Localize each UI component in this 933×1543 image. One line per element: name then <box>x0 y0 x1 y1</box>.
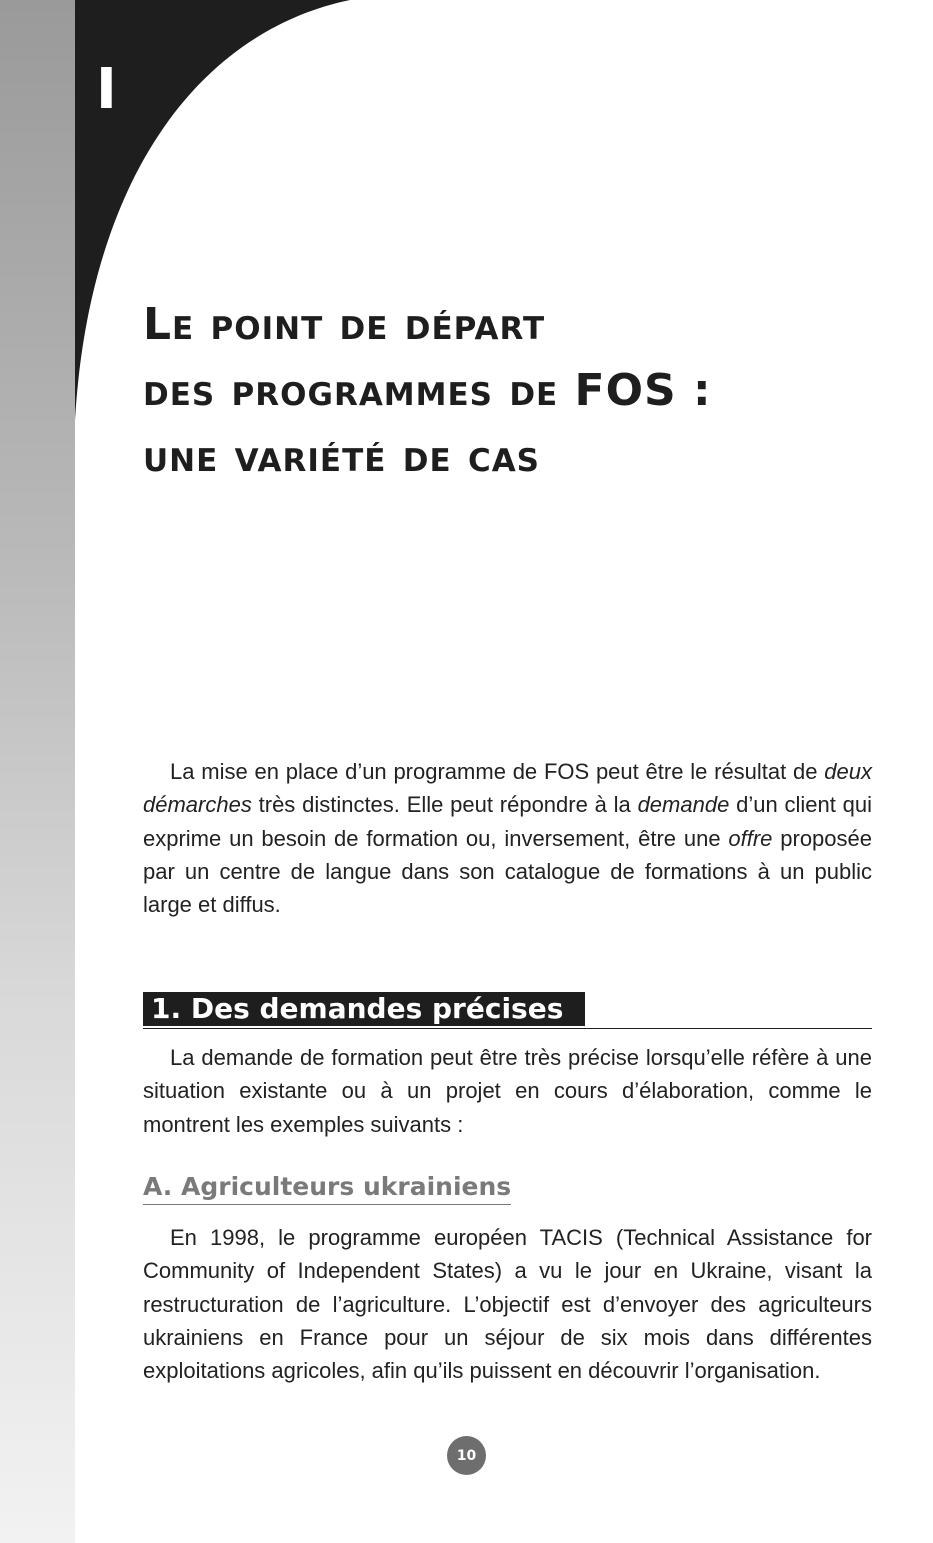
intro-text: proposée par un centre de langue dans son catalogue de formations à un public large et diffus. <box>143 825 872 918</box>
chapter-number: I <box>96 57 117 122</box>
intro-text: d’un client qui exprime un besoin de formation ou, inversement, être une <box>143 792 872 851</box>
intro-text: très distinctes. Elle peut répondre à la <box>251 792 638 818</box>
chapter-title-line: Le point de départ <box>143 299 546 350</box>
page-number-badge: 10 <box>447 1436 486 1475</box>
chapter-title-line: une variété de cas <box>143 431 541 482</box>
subsection-paragraph <box>143 1221 872 1387</box>
intro-emphasis: demande <box>637 792 730 818</box>
side-gradient-band <box>0 0 75 1543</box>
intro-emphasis: deux démarches <box>143 759 872 818</box>
intro-paragraph <box>143 755 872 921</box>
subsection-heading: A. Agriculteurs ukrainiens <box>143 1170 511 1205</box>
chapter-title <box>143 292 863 490</box>
intro-text: La mise en place d’un programme de FOS peut être le résultat de <box>170 759 825 784</box>
section-paragraph <box>143 1041 872 1141</box>
section-paragraph-text: La demande de formation peut être très précise lorsqu’elle réfère à une situation existante ou à un projet en cours d’élaboration, comme le montrent les exemples suivants : <box>143 1045 872 1137</box>
chapter-title-line: des programmes de FOS : <box>143 365 712 416</box>
section-heading-label: 1. Des demandes précises <box>143 992 585 1026</box>
intro-emphasis: offre <box>728 825 773 851</box>
section-heading <box>143 992 872 1029</box>
subsection-paragraph-text: En 1998, le programme européen TACIS (Technical Assistance for Community of Independent States) a vu le jour en Ukraine, visant la restructuration de l’agriculture. L’objectif est d’envoyer des agriculteurs ukrainiens en France pour un séjour de six mois dans différentes exploitations agricoles, afin qu’ils puissent en découvrir l’organisation. <box>143 1225 872 1384</box>
